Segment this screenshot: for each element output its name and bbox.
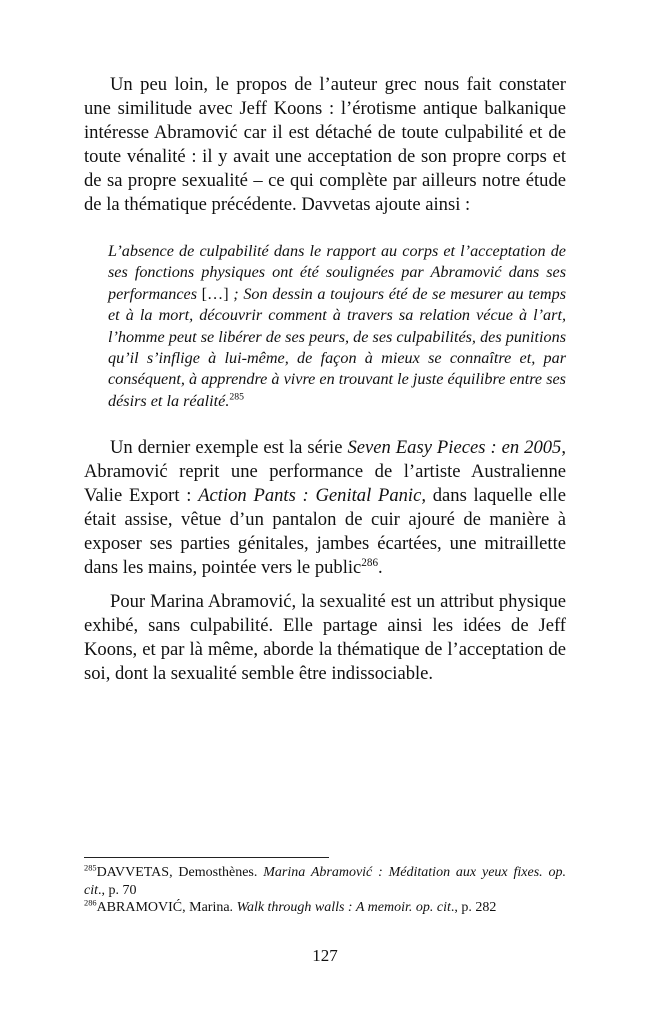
quote-text-1: L’absence de culpabilité dans le rapport au corps et l’acceptation de ses fonctions physiques ont été soulignées par Abramović dans ses performances [108, 242, 566, 303]
footnotes [84, 864, 566, 917]
paragraph-2-end: . [378, 557, 383, 579]
paragraph-3: Pour Marina Abramović, la sexualité est un attribut physique exhibé, sans culpabilité. Elle partage ainsi les idées de Jeff Koons, et par là même, aborde la thématique de l’acceptation de soi, dont la sexualité semble être indissociable. [84, 591, 566, 685]
footnote-286 [84, 899, 566, 917]
quote-text-2: ; Son dessin a toujours été de se mesurer au temps et à la mort, découvrir comment à travers sa relation vécue à l’art, l’homme peut se libérer de ses peurs, de ses culpabilités, des punitions qu’il s’inflige à lui-même, de façon à mieux se connaître et, par conséquent, à apprendre à vivre en trouvant le juste équilibre entre ses désirs et la réalité. [108, 284, 567, 410]
footnote-author: DAVVETAS, Demosthènes. [96, 865, 258, 880]
footnote-number: 286 [84, 898, 97, 908]
footnote-title: Walk through walls : A memoir. op. cit [236, 900, 451, 915]
footnote-ref-286: 286 [361, 557, 379, 570]
work-title-seven-easy-pieces: Seven Easy Pieces : en 2005 [347, 437, 562, 459]
quote-ellipsis: […] [201, 284, 229, 303]
footnote-number: 285 [84, 863, 97, 873]
paragraph-2-text-1: Un dernier exemple est la série [110, 437, 343, 459]
paragraph-1: Un peu loin, le propos de l’auteur grec nous fait constater une similitude avec Jeff Koons : l’érotisme antique balkanique intéresse Abramović car il est détaché de toute culpabilité et de toute vénalité : il y avait une acceptation de son propre corps et de sa propre sexualité – ce qui complète par ailleurs notre étude de la thématique précédente. Davvetas ajoute ainsi : [84, 74, 566, 215]
page-number: 127 [312, 946, 338, 965]
work-title-action-pants: Action Pants : Genital Panic, [198, 485, 426, 507]
footnote-pages: ., p. 70 [98, 882, 137, 898]
block-quote [108, 241, 566, 412]
footnote-separator [84, 857, 329, 858]
paragraph-2-text-2: , Abramović reprit une performance de l’artiste Australienne Valie Export : [84, 437, 567, 507]
paragraph-2-text-3: dans laquelle elle était assise, vêtue d’un pantalon de cuir ajouré de manière à exposer ses parties génitales, jambes écartées, une mitraillette dans les mains, pointée vers le public [84, 485, 566, 579]
footnote-285 [84, 864, 566, 899]
footnote-ref-285: 285 [229, 391, 244, 403]
page-body [84, 73, 566, 686]
footnote-title: Marina Abramović : Méditation aux yeux fixes. op. cit [84, 865, 566, 898]
paragraph-2 [84, 436, 566, 580]
footnote-pages: ., p. 282 [450, 900, 497, 915]
footnote-author: ABRAMOVIĆ, Marina. [96, 900, 234, 915]
